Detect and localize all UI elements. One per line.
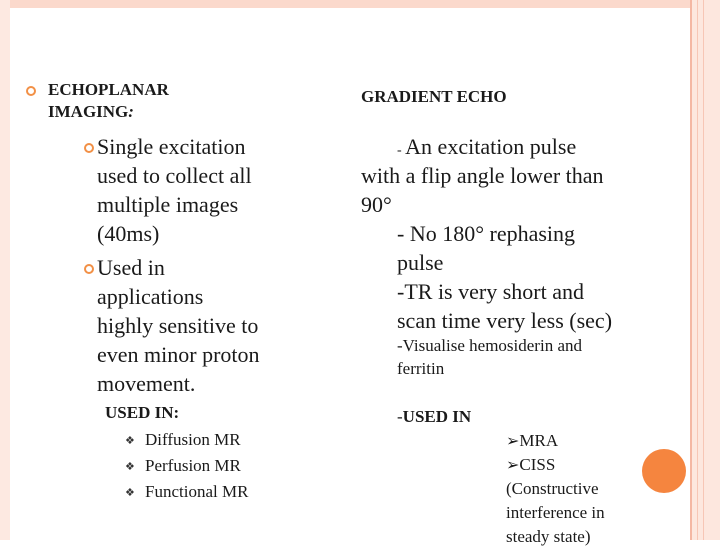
right-used-in-label: -USED IN: [397, 407, 472, 426]
decorative-circle: [642, 449, 686, 493]
left-bullet-1-line: Single excitation: [97, 134, 246, 159]
arrow-bullet-icon: ➢: [506, 433, 520, 450]
slide-left-border: [0, 0, 10, 540]
right-line: 90°: [361, 192, 392, 217]
slide-top-border: [0, 0, 720, 8]
left-bullet-2-line: applications: [97, 284, 204, 309]
left-heading-line-1: ECHOPLANAR: [48, 80, 169, 99]
right-line: with a flip angle lower than: [361, 163, 604, 188]
right-heading: GRADIENT ECHO: [361, 87, 507, 106]
left-used-in-item: Diffusion MR: [145, 430, 241, 449]
arrow-bullet-icon: ➢: [506, 457, 520, 474]
right-line: - No 180° rephasing: [397, 221, 576, 246]
left-bullet-2-line: even minor proton: [97, 342, 260, 367]
right-line: - An excitation pulse: [397, 134, 577, 159]
slide-right-stripe: [697, 0, 698, 540]
left-used-in-label: USED IN:: [105, 403, 180, 422]
bullet-icon: [84, 264, 94, 274]
left-used-in-item: Perfusion MR: [145, 456, 241, 475]
right-used-in-item: ➢CISS: [506, 455, 556, 474]
left-bullet-1-line: used to collect all: [97, 163, 252, 188]
ciss-description-line: interference in: [506, 503, 605, 522]
left-bullet-2-line: highly sensitive to: [97, 313, 259, 338]
left-bullet-1-line: (40ms): [97, 221, 160, 246]
bullet-icon: [26, 86, 36, 96]
diamond-bullet-icon: ❖: [125, 487, 135, 499]
diamond-bullet-icon: ❖: [125, 435, 135, 447]
diamond-bullet-icon: ❖: [125, 461, 135, 473]
ciss-description-line: (Constructive: [506, 479, 599, 498]
right-line: scan time very less (sec): [397, 308, 613, 333]
left-bullet-2-line: movement.: [97, 371, 196, 396]
slide-right-stripe: [703, 0, 704, 540]
ciss-description-line: steady state): [506, 527, 591, 546]
right-used-in-item: ➢MRA: [506, 431, 559, 450]
left-bullet-1-line: multiple images: [97, 192, 239, 217]
left-bullet-2-line: Used in: [97, 255, 165, 280]
left-used-in-item: Functional MR: [145, 482, 249, 501]
right-line-small: ferritin: [397, 359, 445, 378]
right-line-small: -Visualise hemosiderin and: [397, 336, 582, 355]
left-heading-line-2: IMAGING:: [48, 102, 134, 121]
bullet-icon: [84, 143, 94, 153]
slide-right-stripe: [690, 0, 692, 540]
right-line: -TR is very short and: [397, 279, 584, 304]
right-line: pulse: [397, 250, 444, 275]
